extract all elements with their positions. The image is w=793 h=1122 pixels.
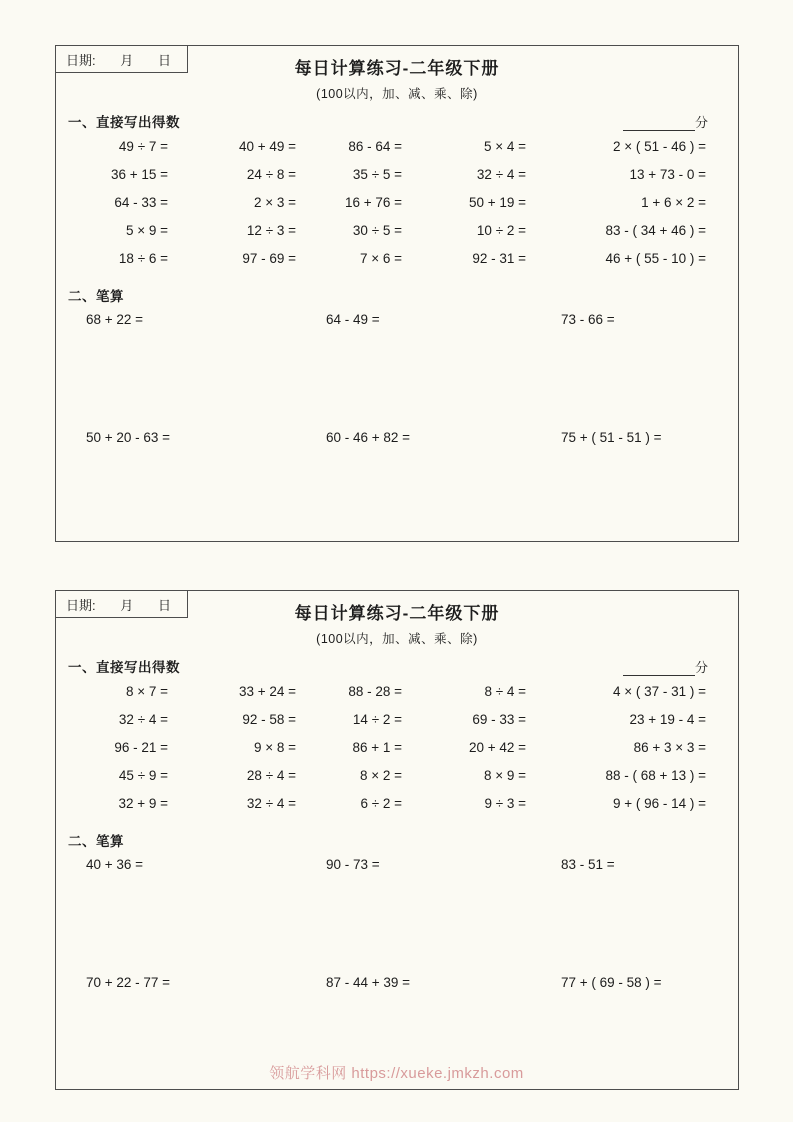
quick-problem: 33 + 24 = [238,684,296,699]
quick-problem: 92 - 31 = [472,251,526,266]
quick-problem: 8 × 7 = [125,684,168,699]
quick-problem: 13 + 73 - 0 = [629,167,706,182]
quick-problem: 4 × ( 37 - 31 ) = [612,684,706,699]
site-watermark: 领航学科网 https://xueke.jmkzh.com [269,1065,524,1082]
score-unit-label: 分 [694,115,708,130]
quick-problem: 18 ÷ 6 = [118,251,168,266]
quick-problem: 88 - ( 68 + 13 ) = [605,768,706,783]
quick-problem: 50 + 19 = [468,195,526,210]
quick-problem: 69 - 33 = [472,712,526,727]
written-problem: 73 - 66 = [561,312,615,327]
quick-problem: 86 + 1 = [352,740,402,755]
month-label: 月 [120,597,134,613]
quick-problem: 2 × 3 = [253,195,296,210]
day-label: 日 [157,597,171,613]
quick-problem: 86 + 3 × 3 = [633,740,706,755]
quick-problem: 7 × 6 = [359,251,402,266]
worksheet-page-2 [55,590,739,1090]
quick-problem: 83 - ( 34 + 46 ) = [605,223,706,238]
quick-problem: 10 ÷ 2 = [476,223,526,238]
score-blank [623,661,695,676]
written-problem: 77 + ( 69 - 58 ) = [561,975,662,990]
written-problem: 50 + 20 - 63 = [86,430,171,445]
day-label: 日 [157,52,171,68]
quick-problem: 88 - 28 = [348,684,402,699]
quick-problem: 8 ÷ 4 = [484,684,526,699]
worksheet-page-1 [55,45,739,542]
quick-problem: 6 ÷ 2 = [360,796,402,811]
quick-problem: 46 + ( 55 - 10 ) = [605,251,706,266]
quick-problem: 16 + 76 = [344,195,402,210]
quick-problem: 1 + 6 × 2 = [641,195,706,210]
quick-problem: 64 - 33 = [114,195,168,210]
month-label: 月 [120,52,134,68]
quick-problem: 9 × 8 = [253,740,296,755]
written-problems-row-2 [56,970,738,996]
date-label: 日期: [66,597,96,613]
quick-problem: 36 + 15 = [110,167,168,182]
quick-problem: 92 - 58 = [242,712,296,727]
score-line [623,112,708,131]
written-problem: 70 + 22 - 77 = [86,975,171,990]
quick-problem: 2 × ( 51 - 46 ) = [612,139,706,154]
score-unit-label: 分 [694,660,708,675]
written-problem: 40 + 36 = [86,857,144,872]
quick-problem: 32 ÷ 4 = [246,796,296,811]
quick-problem: 49 ÷ 7 = [118,139,168,154]
date-label: 日期: [66,52,96,68]
quick-problem: 32 ÷ 4 = [476,167,526,182]
quick-problem: 5 × 9 = [125,223,168,238]
quick-problem: 30 ÷ 5 = [352,223,402,238]
sheet-title: 每日计算练习-二年级下册 [294,59,500,78]
written-problems-row-2 [56,425,738,451]
section-written-heading: 二、笔算 [68,289,124,304]
sheet-subtitle: (100以内，加、减、乘、除) [316,632,478,646]
written-problem: 68 + 22 = [86,312,144,327]
written-problem: 64 - 49 = [326,312,380,327]
quick-problem: 28 ÷ 4 = [246,768,296,783]
quick-problem: 23 + 19 - 4 = [629,712,706,727]
quick-problems-grid [56,678,738,818]
quick-problem: 8 × 2 = [359,768,402,783]
quick-problem: 96 - 21 = [114,740,168,755]
sheet-subtitle: (100以内，加、减、乘、除) [316,87,478,101]
written-problem: 87 - 44 + 39 = [326,975,411,990]
quick-problem: 9 + ( 96 - 14 ) = [612,796,706,811]
written-problem: 75 + ( 51 - 51 ) = [561,430,662,445]
score-line [623,657,708,676]
quick-problem: 12 ÷ 3 = [246,223,296,238]
written-problem: 83 - 51 = [561,857,615,872]
written-problem: 90 - 73 = [326,857,380,872]
quick-problem: 97 - 69 = [242,251,296,266]
section-quick-heading: 一、直接写出得数 [68,660,180,675]
quick-problem: 86 - 64 = [348,139,402,154]
quick-problem: 5 × 4 = [483,139,526,154]
section-written-heading: 二、笔算 [68,834,124,849]
written-problem: 60 - 46 + 82 = [326,430,411,445]
quick-problem: 32 + 9 = [118,796,168,811]
quick-problem: 32 ÷ 4 = [118,712,168,727]
score-blank [623,116,695,131]
quick-problem: 20 + 42 = [468,740,526,755]
quick-problem: 9 ÷ 3 = [484,796,526,811]
written-problems-row-1 [56,307,738,333]
quick-problem: 14 ÷ 2 = [352,712,402,727]
date-box [56,46,188,73]
quick-problem: 8 × 9 = [483,768,526,783]
written-problems-row-1 [56,852,738,878]
quick-problem: 45 ÷ 9 = [118,768,168,783]
quick-problem: 35 ÷ 5 = [352,167,402,182]
quick-problems-grid [56,133,738,273]
quick-problem: 40 + 49 = [238,139,296,154]
date-box [56,591,188,618]
section-quick-heading: 一、直接写出得数 [68,115,180,130]
quick-problem: 24 ÷ 8 = [246,167,296,182]
sheet-title: 每日计算练习-二年级下册 [294,604,500,623]
